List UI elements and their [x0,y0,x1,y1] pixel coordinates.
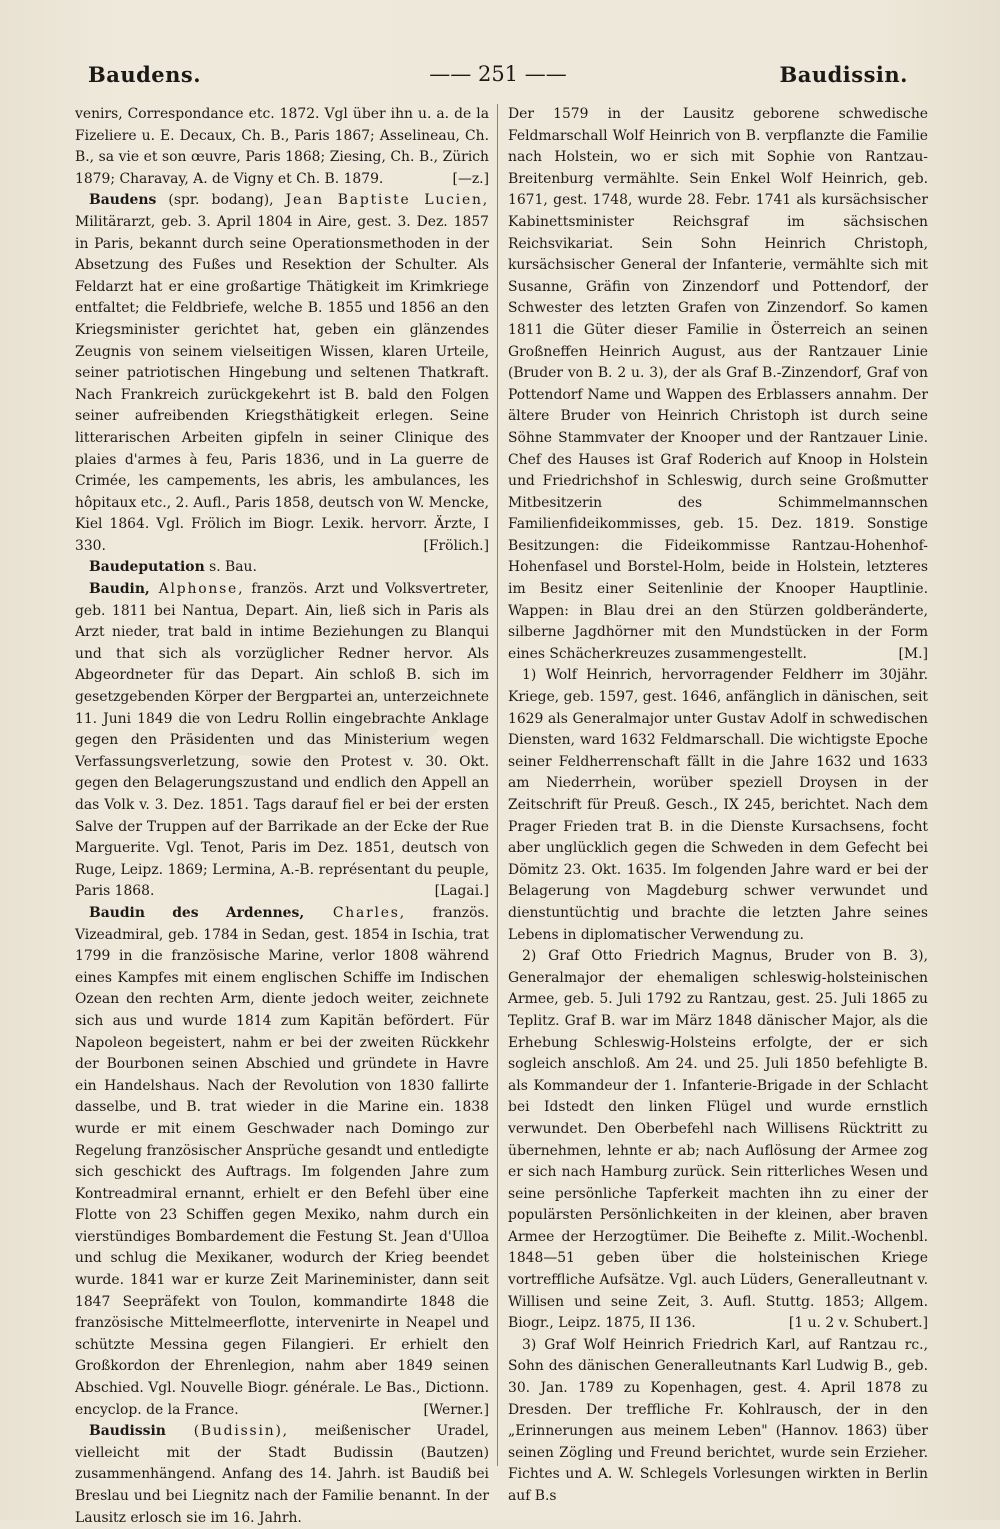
entry-person-name: Jean Baptiste Lucien, [285,192,489,209]
entry-baudin [75,579,489,903]
entry-baudissin-continuation [508,104,928,665]
page-number: —— 251 —— [429,62,567,86]
author-signature: [Lagai.] [434,883,489,900]
entry-person-name: (Budissin), [165,1423,289,1440]
author-signature: [—z.] [452,170,489,187]
entry-headword: Baudin, [89,581,150,598]
entry-baudeputation [75,557,489,579]
entry-headword: Baudens [89,192,157,209]
entry-text: Militärarzt, geb. 3. April 1804 in Aire, gest. 3. Dez. 1857 in Paris, bekannt durch seine Operationsmethoden in der Absetzung des Fußes und Resektion der Schulter. Als Feldarzt hat er eine großartige Thätigkeit im Krimkriege entfaltet; die Feldbriefe, welche B. 1855 und 1856 an den Kriegsminister gerichtet hat, geben ein glänzendes Zeugnis von seinem vielseitigen Wissen, klaren Urteile, seiner patriotischen Hingebung und seltenen Thatkraft. Nach Frankreich zurückgekehrt ist B. bald den Folgen seiner aufreibenden Kriegsthätigkeit erlegen. Seine litterarischen Arbeiten gipfeln in seiner Clinique des plaies d'armes à feu, Paris 1836, und in La guerre de Crimée, les campements, les abris, les ambulances, les hôpitaux etc., 2. Aufl., Paris 1858, deutsch von W. Mencke, Kiel 1864. Vgl. Frölich im Biogr. Lexik. hervorr. Ärzte, I 330. [75,213,489,554]
subentry-2 [508,946,928,1335]
entry-headword: Baudeputation [89,559,205,576]
subentry-1 [508,665,928,946]
entry-text: s. Bau. [204,559,257,576]
entry-baudissin [75,1421,489,1529]
entry-text: Der 1579 in der Lausitz geborene schwedische Feldmarschall Wolf Heinrich von B. verpflanzte die Familie nach Holstein, wo er sich mit Sophie von Rantzau-Breitenburg vermählte. Sein Enkel Wolf Heinrich, geb. 1671, gest. 1748, wurde 28. Febr. 1741 als kursächsischer Kabinettsminister Reichsgraf im sächsischen Reichsvikariat. Sein Sohn Heinrich Christoph, kursächsischer General der Infanterie, vermählte sich mit Susanne, Gräfin von Zinzendorf und Pottendorf, der Schwester des letzten Grafen von Zinzendorf. So kamen 1811 die Güter dieser Familie in Österreich an seinen Großneffen Heinrich August, aus der Rantzauer Linie (Bruder von B. 2 u. 3), der als Graf B.-Zinzendorf, Graf von Pottendorf Name und Wappen des Erblassers annahm. Der ältere Bruder von Heinrich Christoph ist durch seine Söhne Stammvater der Knooper und der Rantzauer Linie. Chef des Hauses ist Graf Roderich auf Knoop in Holstein und Friedrichshof in Schleswig, durch seine Großmutter Mitbesitzerin des Schimmelmannschen Familienfideikommisses, geb. 15. Dez. 1819. Sonstige Besitzungen: die Fideikommisse Rantzau-Hohenhof-Hohenfasel und Borstel-Holm, beide in Holstein, letzteres im Besitz einer Seitenlinie der Knooper Hauptlinie. Wappen: in Blau drei an den Stürzen goldberänderte, silberne Jagdhörner mit den Mundstücken in der Form eines Schächerkreuzes zusammengestellt. [508,106,928,662]
author-signature: [1 u. 2 v. Schubert.] [788,1315,928,1332]
entry-baudin-des-ardennes [75,903,489,1421]
page-header [88,62,908,96]
subentry-3 [508,1335,928,1508]
left-running-head: Baudens. [88,62,202,87]
left-column [75,104,489,1529]
author-signature: [M.] [898,645,928,662]
entry-text: französ. Arzt und Volksvertreter, geb. 1811 bei Nantua, Depart. Ain, ließ sich in Paris als Arzt nieder, trat bald in intime Beziehungen zu Blanqui und that sich als vorzüglicher Redner hervor. Als Abgeordneter für das Depart. Ain schloß B. sich im gesetzgebenden Körper der Bergpartei an, unterzeichnete 11. Juni 1849 die von Ledru Rollin eingebrachte Anklage gegen den Präsidenten und das Ministerium wegen Verfassungsverletzung, sowie den Protest v. 30. Okt. gegen den Belagerungszustand und endlich den Appell an das Volk v. 3. Dez. 1851. Tags darauf fiel er bei der ersten Salve der Truppen auf der Barrikade an der Ecke der Rue Marguerite. Vgl. Tenot, Paris im Dez. 1851, deutsch von Ruge, Leipz. 1869; Lermina, A.-B. représentant du peuple, Paris 1868. [75,581,489,900]
entry-text: französ. Vizeadmiral, geb. 1784 in Sedan, gest. 1854 in Ischia, trat 1799 in die französische Marine, verlor 1808 während eines Kampfes mit einem englischen Schiffe im Indischen Ozean den rechten Arm, diente jedoch weiter, zeichnete sich aus und wurde 1814 zum Kapitän befördert. Für Napoleon begeistert, nahm er bei der zweiten Rückkehr der Bourbonen seinen Abschied und gründete in Havre ein Handelshaus. Nach der Revolution von 1830 fallirte dasselbe, und B. trat wieder in die Marine ein. 1838 wurde er mit einem Geschwader nach Domingo zur Regelung französischer Ansprüche gesandt und entledigte sich geschickt des Auftrags. Im folgenden Jahre zum Kontreadmiral ernannt, erhielt er den Befehl über eine Flotte von 23 Schiffen gegen Mexiko, nahm durch ein vierstündiges Bombardement die Festung St. Jean d'Ulloa und schlug die Mexikaner, wodurch der Krieg beendet wurde. 1841 war er kurze Zeit Marineminister, dann seit 1847 Seepräfekt von Toulon, kommandirte 1848 die französische Mittelmeerflotte, intervenirte in Neapel und schützte Messina gegen Filangieri. Er erhielt den Großkordon der Ehrenlegion, nahm aber 1849 seinen Abschied. Vgl. Nouvelle Biogr. générale. Le Bas., Dictionn. encyclop. de la France. [75,904,489,1418]
entry-text: venirs, Correspondance etc. 1872. Vgl über ihn u. a. de la Fizeliere u. E. Decaux, Ch. B., Paris 1867; Asselineau, Ch. B., sa vie et son œuvre, Paris 1868; Ziesing, Ch. B., Zürich 1879; Charavay, A. de Vigny et Ch. B. 1879. [75,106,489,187]
entry-person-name: Alphonse, [149,581,245,598]
entry-headword: Baudin des Ardennes, [89,904,305,921]
entry-pronunciation: (spr. bodang), [156,192,286,209]
entry-text: meißenischer Uradel, vielleicht mit der Stadt Budissin (Bautzen) zusammenhängend. Anfang des 14. Jahrh. ist Baudiß bei Breslau und bei Liegnitz nach der Familie benannt. In der Lausitz erlosch sie im 16. Jahrh. [75,1423,489,1526]
entry-person-name: Charles, [304,904,406,921]
entry-headword: Baudissin [89,1423,166,1440]
entry-text: 3) Graf Wolf Heinrich Friedrich Karl, auf Rantzau rc., Sohn des dänischen Generalleutnants Karl Ludwig B., geb. 30. Jan. 1789 zu Kopenhagen, gest. 4. April 1878 zu Dresden. Der treffliche Fr. Kohlrausch, der in den „Erinnerungen aus meinem Leben" (Hannov. 1863) über seinen Zögling und Freund berichtet, wurde sein Erzieher. Fichtes und A. W. Schlegels Vorlesungen wirkten in Berlin auf B.s [508,1336,928,1504]
entry-baudens [75,190,489,557]
right-column [508,104,928,1508]
entry-text: 1) Wolf Heinrich, hervorragender Feldherr im 30jähr. Kriege, geb. 1597, gest. 1646, anfänglich in dänischen, seit 1629 als Generalmajor unter Gustav Adolf in schwedischen Diensten, ward 1632 Feldmarschall. Die wichtigste Epoche seiner Feldherrenschaft fällt in die Jahre 1632 und 1633 am Niederrhein, worüber speziell Droysen in der Zeitschrift für Preuß. Gesch., IX 245, berichtet. Nach dem Prager Frieden trat B. in die Dienste Kursachsens, focht aber unglücklich gegen die Schweden in dem Gefecht bei Dömitz 23. Okt. 1635. Im folgenden Jahre ward er bei der Belagerung von Magdeburg schwer verwundet und dienstuntüchtig und brachte die letzten Jahre seines Lebens in diplomatischer Verwendung zu. [508,667,928,943]
author-signature: [Werner.] [423,1401,489,1418]
entry-text: 2) Graf Otto Friedrich Magnus, Bruder von B. 3), Generalmajor der ehemaligen schleswig-holsteinischen Armee, geb. 5. Juli 1792 zu Rantzau, gest. 25. Juli 1865 zu Teplitz. Graf B. war im März 1848 dänischer Major, als die Erhebung Schleswig-Holsteins erfolgte, der er sich sogleich anschloß. Am 24. und 25. Juli 1850 befehligte B. als Kommandeur der 1. Infanterie-Brigade in der Schlacht bei Idstedt den linken Flügel und wurde ernstlich verwundet. Den Oberbefehl nach Willisens Rücktritt zu übernehmen, lehnte er ab; nach Auflösung der Armee zog er sich nach Hamburg zurück. Sein ritterliches Wesen und seine persönliche Tapferkeit machten ihn zu einer der populärsten Persönlichkeiten in der kleinen, aber braven Armee der Herzogtümer. Die Beihefte z. Milit.-Wochenbl. 1848—51 geben über die holsteinischen Kriege vortreffliche Aufsätze. Vgl. auch Lüders, Generalleutnant v. Willisen und seine Zeit, 3. Aufl. Stuttg. 1853; Allgem. Biogr., Leipz. 1875, II 136. [508,948,928,1332]
column-divider [497,104,498,1466]
author-signature: [Frölich.] [423,537,489,554]
entry-continuation [75,104,489,190]
right-running-head: Baudissin. [779,62,908,87]
